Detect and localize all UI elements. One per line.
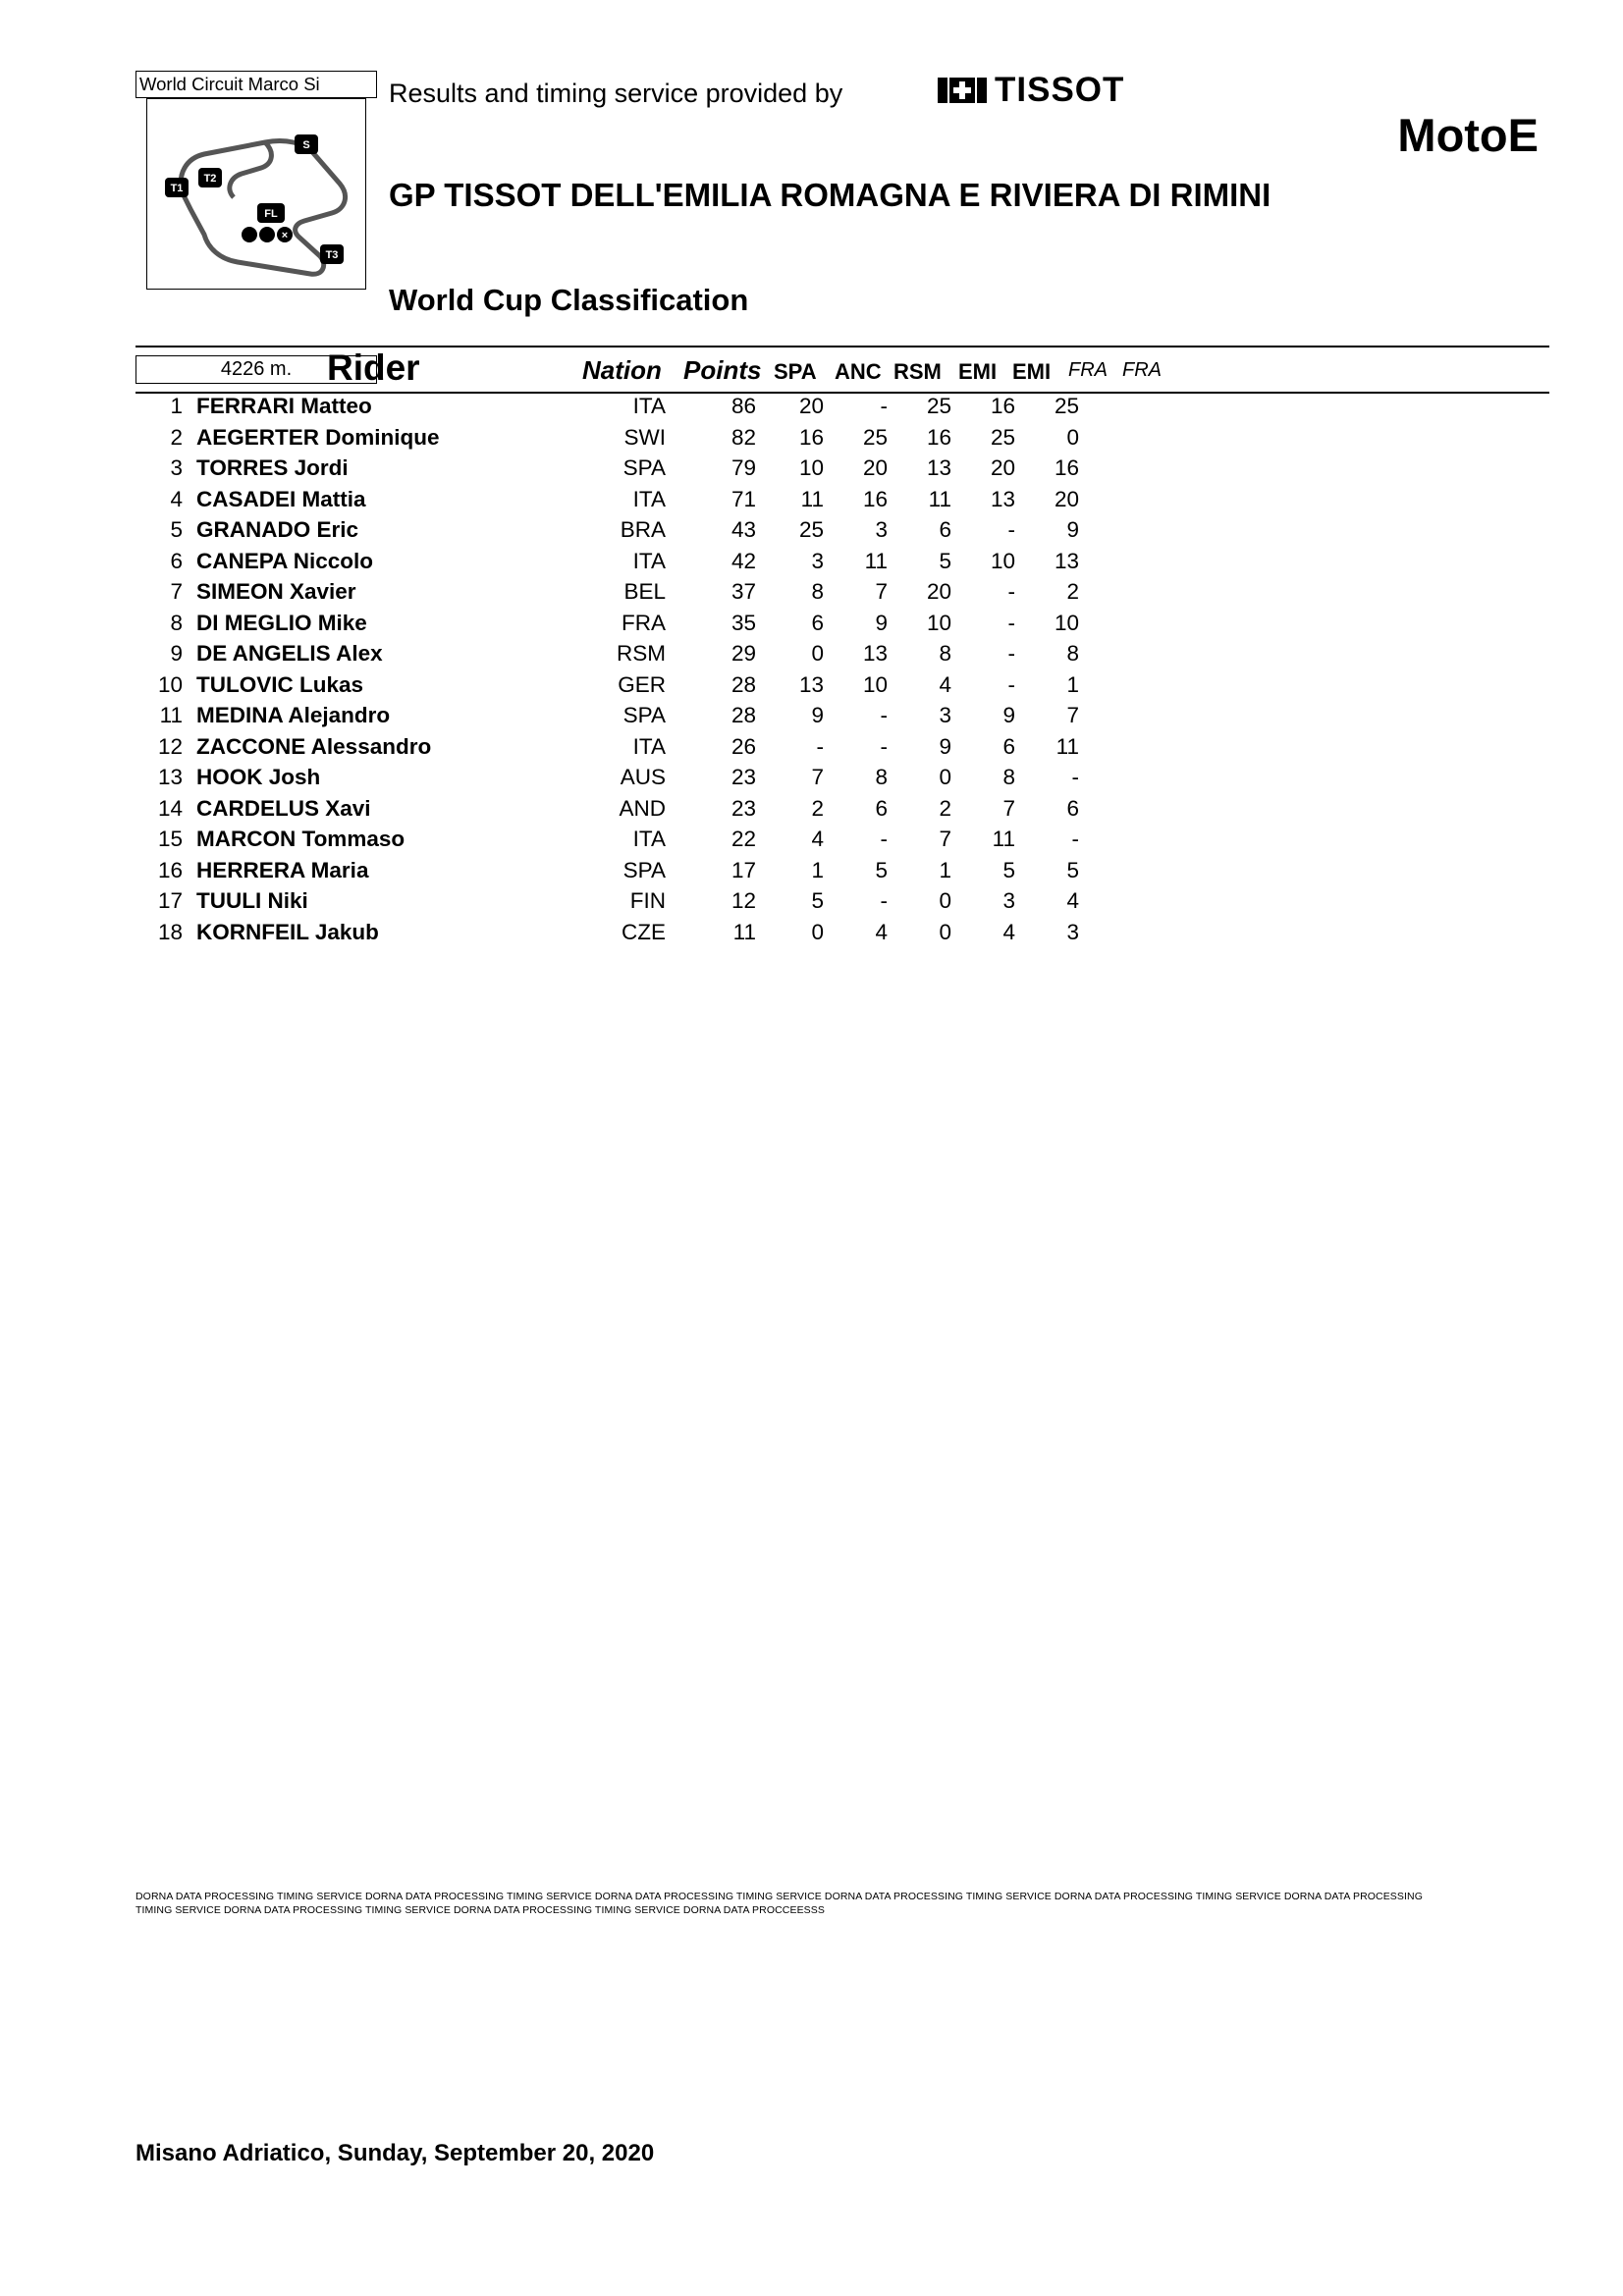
rider-points: 37 (730, 579, 756, 604)
rider-event-score-4: - (1007, 671, 1015, 697)
table-row (135, 765, 1549, 796)
rider-nation: CZE (622, 919, 666, 944)
svg-text:S: S (302, 139, 310, 151)
rider-event-score-1: 6 (811, 610, 824, 635)
rider-position: 9 (170, 641, 183, 666)
rider-event-score-3: 0 (939, 919, 951, 944)
rider-event-score-1: 1 (811, 857, 824, 882)
table-row (135, 641, 1549, 672)
rider-event-score-3: 5 (939, 548, 951, 573)
rider-event-score-2: 9 (875, 610, 888, 635)
circuit-map (146, 98, 366, 290)
rider-event-score-2: 16 (862, 486, 888, 511)
table-header-row (135, 347, 1549, 392)
rider-event-score-4: - (1007, 517, 1015, 542)
table-row (135, 888, 1549, 920)
rider-event-score-3: 0 (939, 888, 951, 913)
rider-event-score-4: 8 (1002, 765, 1015, 789)
classification-table (135, 346, 1549, 950)
table-row (135, 487, 1549, 518)
table-row (135, 394, 1549, 425)
svg-text:×: × (281, 230, 289, 241)
rider-event-score-4: 3 (1002, 888, 1015, 913)
rider-event-score-5: - (1071, 827, 1079, 851)
column-header-event-5: EMI (1012, 359, 1052, 384)
rider-points: 79 (730, 455, 756, 480)
rider-position: 3 (170, 455, 183, 480)
processing-footer: DORNA DATA PROCESSING TIMING SERVICE DORNA DATA PROCESSING TIMING SERVICE DORNA DATA PROCESSING TIMING SERVICE DORNA DATA PROCESSING TIMING SERVICE DORNA DATA PROCESSING TIMING SERVICE DORNA DATA PROCESSING TIMING SERVICE DORNA DATA PROCESSING TIMING SERVICE DORNA DATA PROCESSING TIMING SERVICE DORNA DATA PROCCEESSS (135, 1891, 1423, 1916)
rider-event-score-5: 1 (1066, 671, 1079, 697)
column-header-event-6: FRA (1068, 359, 1108, 381)
rider-points: 28 (730, 703, 756, 727)
grand-prix-name: GP TISSOT DELL'EMILIA ROMAGNA E RIVIERA DI RIMINI (389, 177, 1271, 213)
rider-name: CARDELUS Xavi (196, 795, 371, 821)
rider-event-score-2: 10 (862, 671, 888, 697)
rider-nation: RSM (617, 641, 666, 666)
rider-event-score-5: 6 (1066, 795, 1079, 821)
rider-event-score-2: 20 (862, 455, 888, 480)
results-provider-line: Results and timing service provided by (389, 79, 843, 108)
rider-points: 23 (730, 795, 756, 821)
column-header-event-1: SPA (774, 359, 817, 384)
rider-event-score-2: - (880, 394, 888, 418)
rider-event-score-4: 13 (990, 486, 1015, 511)
rider-event-score-5: 9 (1066, 517, 1079, 542)
rider-event-score-5: 8 (1066, 641, 1079, 666)
rider-event-score-3: 1 (939, 857, 951, 882)
rider-nation: ITA (632, 394, 666, 418)
table-row (135, 611, 1549, 642)
rider-event-score-1: 0 (811, 919, 824, 944)
rider-event-score-1: 3 (811, 548, 824, 573)
column-header-rider: Rider (327, 347, 420, 388)
svg-text:T2: T2 (203, 173, 217, 185)
rider-event-score-3: 0 (939, 765, 951, 789)
rider-name: MARCON Tommaso (196, 827, 406, 851)
rider-event-score-3: 13 (926, 455, 951, 480)
rider-nation: SPA (622, 857, 666, 882)
rider-points: 28 (730, 671, 756, 697)
column-header-points: Points (683, 355, 762, 385)
rider-event-score-4: - (1007, 641, 1015, 666)
table-body (135, 394, 1549, 950)
rider-points: 86 (730, 394, 756, 418)
rider-event-score-4: 5 (1002, 857, 1015, 882)
rider-name: SIMEON Xavier (196, 579, 356, 604)
rider-event-score-3: 2 (939, 795, 951, 821)
rider-position: 2 (170, 424, 183, 450)
rider-event-score-1: 13 (798, 671, 824, 697)
rider-nation: SWI (623, 424, 666, 450)
rider-name: HERRERA Maria (196, 857, 369, 882)
rider-event-score-1: 4 (811, 827, 824, 851)
rider-event-score-5: 10 (1054, 610, 1079, 635)
rider-position: 13 (157, 765, 183, 789)
tissot-wordmark: TISSOT (995, 71, 1125, 109)
rider-event-score-1: 11 (800, 486, 824, 511)
rider-event-score-5: 4 (1066, 888, 1079, 913)
rider-points: 23 (730, 765, 756, 789)
rider-points: 12 (730, 888, 756, 913)
rider-position: 4 (170, 486, 183, 511)
rider-nation: SPA (622, 455, 666, 480)
rider-nation: SPA (622, 703, 666, 727)
rider-event-score-1: 0 (811, 641, 824, 666)
rider-event-score-3: 20 (926, 579, 951, 604)
rider-event-score-2: 4 (875, 919, 888, 944)
rider-event-score-2: - (880, 703, 888, 727)
rider-event-score-5: 7 (1066, 703, 1079, 727)
rider-event-score-1: 9 (811, 703, 824, 727)
rider-event-score-2: 3 (875, 517, 888, 542)
rider-nation: AUS (620, 765, 666, 789)
rider-name: AEGERTER Dominique (196, 424, 440, 450)
rider-event-score-3: 10 (926, 610, 951, 635)
column-header-nation: Nation (582, 355, 662, 385)
circuit-block (135, 71, 379, 380)
rider-event-score-3: 3 (939, 703, 951, 727)
rider-name: CANEPA Niccolo (196, 548, 374, 573)
rider-name: TORRES Jordi (196, 455, 349, 480)
rider-name: GRANADO Eric (196, 517, 359, 542)
rider-points: 26 (730, 733, 756, 759)
rider-event-score-2: 6 (875, 795, 888, 821)
table-row (135, 796, 1549, 828)
rider-event-score-3: 11 (928, 486, 951, 511)
rider-event-score-5: 3 (1066, 919, 1079, 944)
rider-event-score-4: 4 (1002, 919, 1015, 944)
rider-name: DE ANGELIS Alex (196, 641, 383, 666)
rider-nation: FIN (629, 888, 666, 913)
rider-position: 14 (157, 795, 183, 821)
rider-event-score-1: 2 (811, 795, 824, 821)
rider-event-score-2: 11 (864, 548, 888, 573)
circuit-length: 4226 m. (135, 355, 377, 384)
table-row (135, 734, 1549, 766)
rider-name: TULOVIC Lukas (196, 671, 364, 697)
rider-event-score-4: 20 (990, 455, 1015, 480)
rider-event-score-4: 9 (1002, 703, 1015, 727)
rider-nation: ITA (632, 486, 666, 511)
rider-event-score-5: 25 (1054, 394, 1079, 418)
rider-event-score-2: 7 (875, 579, 888, 604)
rider-event-score-4: 7 (1002, 795, 1015, 821)
rider-position: 1 (170, 394, 183, 418)
rider-event-score-1: 25 (798, 517, 824, 542)
rider-nation: ITA (632, 827, 666, 851)
svg-text:T3: T3 (325, 249, 339, 261)
table-row (135, 517, 1549, 549)
rider-event-score-5: 11 (1055, 733, 1079, 759)
table-row (135, 703, 1549, 734)
rider-points: 71 (730, 486, 756, 511)
rider-event-score-5: 20 (1054, 486, 1079, 511)
rider-event-score-4: - (1007, 579, 1015, 604)
svg-text:FL: FL (264, 208, 278, 220)
rider-name: KORNFEIL Jakub (196, 919, 379, 944)
table-row (135, 549, 1549, 580)
rider-name: HOOK Josh (196, 765, 321, 789)
rider-name: ZACCONE Alessandro (196, 733, 432, 759)
rider-position: 15 (157, 827, 183, 851)
column-header-event-2: ANC (835, 359, 882, 384)
rider-name: MEDINA Alejandro (196, 703, 391, 727)
rider-name: CASADEI Mattia (196, 486, 366, 511)
table-row (135, 579, 1549, 611)
rider-event-score-3: 25 (926, 394, 951, 418)
rider-nation: FRA (622, 610, 666, 635)
rider-name: DI MEGLIO Mike (196, 610, 367, 635)
svg-text:T1: T1 (170, 183, 184, 194)
table-row (135, 672, 1549, 704)
rider-event-score-4: 6 (1002, 733, 1015, 759)
tissot-logo (938, 73, 1124, 108)
rider-event-score-2: 5 (875, 857, 888, 882)
rider-event-score-1: 8 (811, 579, 824, 604)
rider-event-score-3: 4 (939, 671, 951, 697)
rider-name: TUULI Niki (196, 888, 308, 913)
rider-nation: AND (619, 795, 666, 821)
rider-event-score-3: 6 (939, 517, 951, 542)
rider-points: 29 (730, 641, 756, 666)
column-header-event-3: RSM (893, 359, 942, 384)
rider-name: FERRARI Matteo (196, 394, 372, 418)
rider-position: 10 (157, 671, 183, 697)
rider-event-score-2: - (880, 733, 888, 759)
rider-position: 6 (170, 548, 183, 573)
rider-event-score-5: 0 (1066, 424, 1079, 450)
table-row (135, 858, 1549, 889)
circuit-name: World Circuit Marco Si (135, 71, 377, 98)
place-date: Misano Adriatico, Sunday, September 20, 2020 (135, 2140, 655, 2166)
table-row (135, 920, 1549, 951)
rider-event-score-1: 7 (811, 765, 824, 789)
rider-points: 11 (732, 919, 756, 944)
rider-position: 11 (159, 703, 183, 727)
rider-event-score-3: 16 (926, 424, 951, 450)
rider-event-score-4: 10 (990, 548, 1015, 573)
rider-event-score-3: 7 (939, 827, 951, 851)
rider-event-score-5: 2 (1066, 579, 1079, 604)
rider-points: 22 (730, 827, 756, 851)
rider-event-score-2: 25 (862, 424, 888, 450)
rider-nation: ITA (632, 733, 666, 759)
rider-nation: BRA (620, 517, 666, 542)
page-title: World Cup Classification (389, 283, 749, 317)
rider-event-score-5: 16 (1054, 455, 1079, 480)
rider-position: 8 (170, 610, 183, 635)
rider-event-score-2: - (880, 827, 888, 851)
column-header-event-4: EMI (958, 359, 998, 384)
rider-event-score-1: 20 (798, 394, 824, 418)
rider-position: 5 (170, 517, 183, 542)
rider-nation: BEL (623, 579, 666, 604)
rider-position: 12 (157, 733, 183, 759)
rider-position: 16 (157, 857, 183, 882)
rider-event-score-1: 10 (798, 455, 824, 480)
rider-position: 18 (157, 919, 183, 944)
rider-points: 43 (730, 517, 756, 542)
tissot-mark-icon (938, 78, 987, 103)
rider-event-score-5: 13 (1054, 548, 1079, 573)
table-row (135, 425, 1549, 456)
rider-event-score-4: 16 (990, 394, 1015, 418)
rider-event-score-5: - (1071, 765, 1079, 789)
column-header-event-7: FRA (1122, 359, 1162, 381)
rider-points: 42 (730, 548, 756, 573)
rider-event-score-2: - (880, 888, 888, 913)
class-name: MotoE (1397, 109, 1539, 161)
rider-event-score-2: 8 (875, 765, 888, 789)
rider-event-score-2: 13 (862, 641, 888, 666)
rider-event-score-5: 5 (1066, 857, 1079, 882)
table-row (135, 455, 1549, 487)
rider-position: 17 (157, 888, 183, 913)
rider-nation: GER (618, 671, 666, 697)
rider-points: 17 (730, 857, 756, 882)
rider-event-score-1: - (816, 733, 824, 759)
rider-points: 35 (730, 610, 756, 635)
rider-position: 7 (170, 579, 183, 604)
rider-event-score-4: - (1007, 610, 1015, 635)
rider-event-score-3: 9 (939, 733, 951, 759)
rider-event-score-4: 25 (990, 424, 1015, 450)
rider-event-score-1: 5 (811, 888, 824, 913)
table-row (135, 827, 1549, 858)
rider-event-score-4: 11 (992, 827, 1015, 851)
circuit-layout-icon (147, 99, 365, 289)
rider-event-score-1: 16 (798, 424, 824, 450)
rider-nation: ITA (632, 548, 666, 573)
rider-points: 82 (730, 424, 756, 450)
rider-event-score-3: 8 (939, 641, 951, 666)
